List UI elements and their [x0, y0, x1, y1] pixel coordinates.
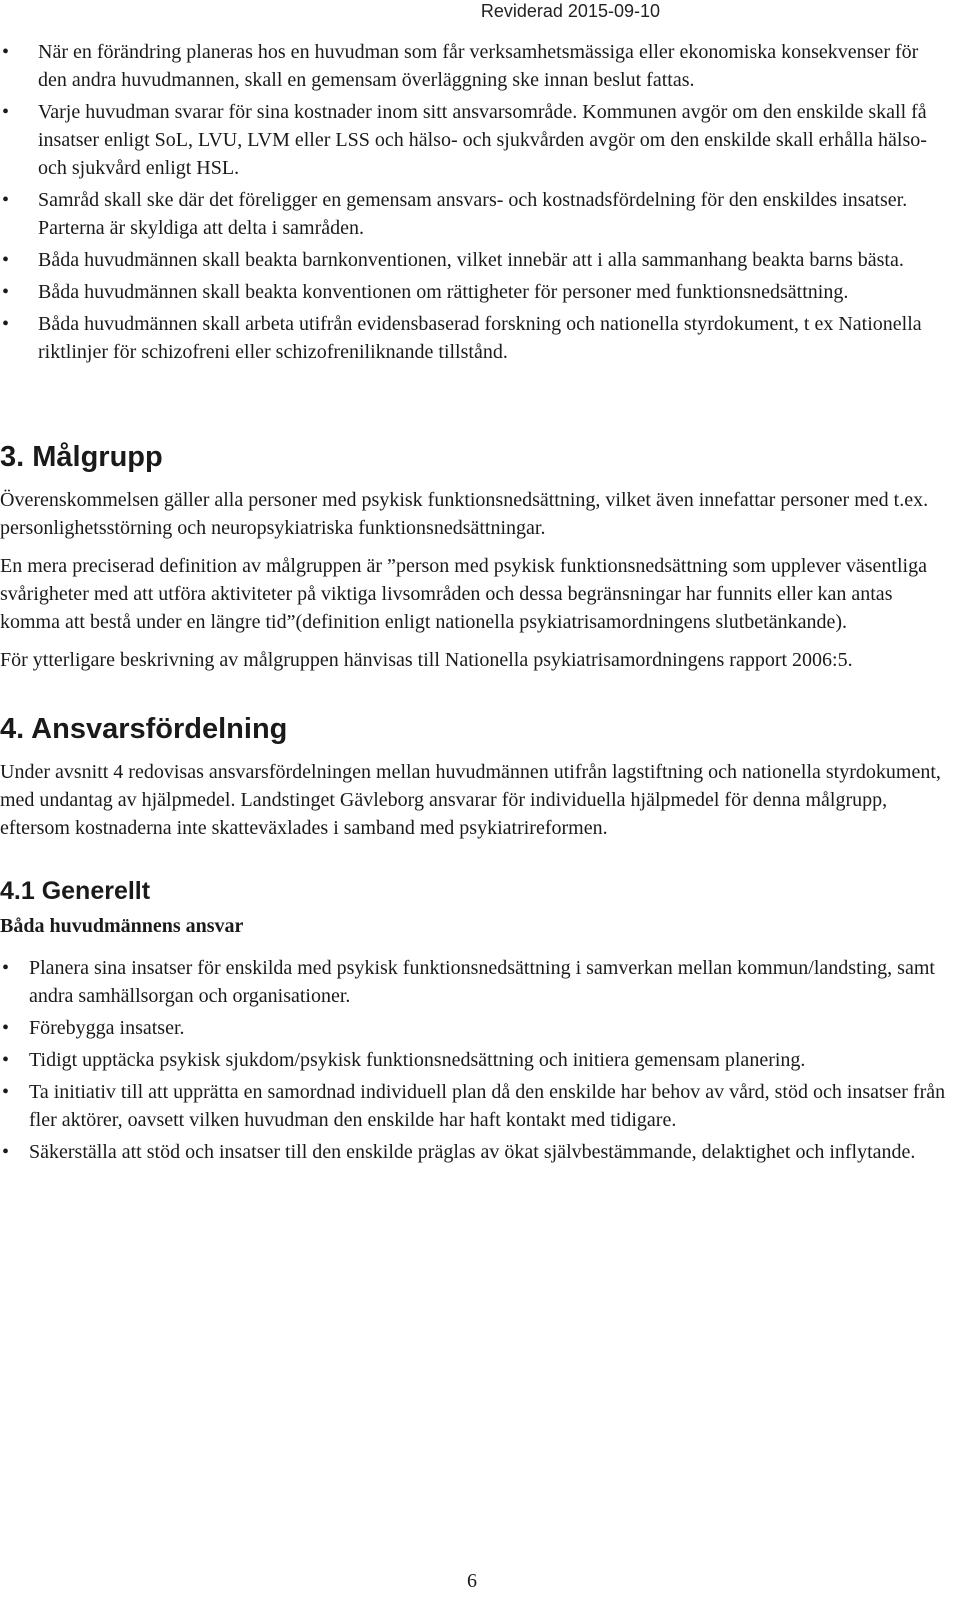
list-item: • Båda huvudmännen skall arbeta utifrån evidensbaserad forskning och nationella styrdokument, t ex Nationella riktlinjer för schizofreni eller schizofreniliknande tillstånd.: [0, 310, 948, 366]
paragraph: Under avsnitt 4 redovisas ansvarsfördelningen mellan huvudmännen utifrån lagstiftning och nationella styrdokument, med undantag av hjälpmedel. Landstinget Gävleborg ansvarar för individuella hjälpmedel för denna målgrupp, eftersom kostnaderna inte skatteväxlades i samband med psykiatrireformen.: [0, 761, 941, 839]
revision-date: Reviderad 2015-09-10: [480, 1, 660, 21]
list-item: • Säkerställa att stöd och insatser till den enskilde präglas av ökat självbestämmande, delaktighet och inflytande.: [0, 1138, 948, 1166]
responsibilities-list: [0, 954, 948, 1166]
paragraph: Överenskommelsen gäller alla personer med psykisk funktionsnedsättning, vilket även innefattar personer med t.ex. personlighetsstörning och neuropsykiatriska funktionsnedsättningar.: [0, 489, 929, 539]
list-item: • Båda huvudmännen skall beakta barnkonventionen, vilket innebär att i alla sammanhang beakta barns bästa.: [0, 246, 948, 274]
list-item: • Varje huvudman svarar för sina kostnader inom sitt ansvarsområde. Kommunen avgör om den enskilde skall få insatser enligt SoL, LVU, LVM eller LSS och hälso- och sjukvården avgör om den enskilde skall erhålla hälso- och sjukvård enligt HSL.: [0, 98, 948, 182]
subheading: Båda huvudmännens ansvar: [0, 915, 244, 937]
list-item: • Planera sina insatser för enskilda med psykisk funktionsnedsättning i samverkan mellan kommun/landsting, samt andra samhällsorgan och organisationer.: [0, 954, 948, 1010]
paragraph: En mera preciserad definition av målgruppen är ”person med psykisk funktionsnedsättning som upplever väsentliga svårigheter med att utföra aktiviteter på viktiga livsområden och dessa begränsningar har funnits eller kan antas komma att bestå under en längre tid”(definition enligt nationella psykiatrisamordningens slutbetänkande).: [0, 555, 927, 633]
list-item: • Tidigt upptäcka psykisk sjukdom/psykisk funktionsnedsättning och initiera gemensam planering.: [0, 1046, 948, 1074]
list-item: • Samråd skall ske där det föreligger en gemensam ansvars- och kostnadsfördelning för den enskildes insatser. Parterna är skyldiga att delta i samråden.: [0, 186, 948, 242]
section-heading-ansvarsfordelning: 4. Ansvarsfördelning: [0, 713, 288, 745]
section-heading-malgrupp: 3. Målgrupp: [0, 441, 163, 473]
list-item: • Förebygga insatser.: [0, 1014, 948, 1042]
list-item: • Ta initiativ till att upprätta en samordnad individuell plan då den enskilde har behov av vård, stöd och insatser från fler aktörer, oavsett vilken huvudman den enskilde har haft kontakt med tidigare.: [0, 1078, 948, 1134]
section-heading-generellt: 4.1 Generellt: [0, 877, 151, 905]
principles-list: [0, 38, 948, 366]
list-item: • När en förändring planeras hos en huvudman som får verksamhetsmässiga eller ekonomiska konsekvenser för den andra huvudmannen, skall en gemensam överläggning ske innan beslut fattas.: [0, 38, 948, 94]
paragraph: För ytterligare beskrivning av målgruppen hänvisas till Nationella psykiatrisamordningens rapport 2006:5.: [0, 649, 853, 671]
page-number: 6: [467, 1570, 477, 1592]
list-item: • Båda huvudmännen skall beakta konventionen om rättigheter för personer med funktionsnedsättning.: [0, 278, 948, 306]
document-body: [0, 38, 948, 1170]
